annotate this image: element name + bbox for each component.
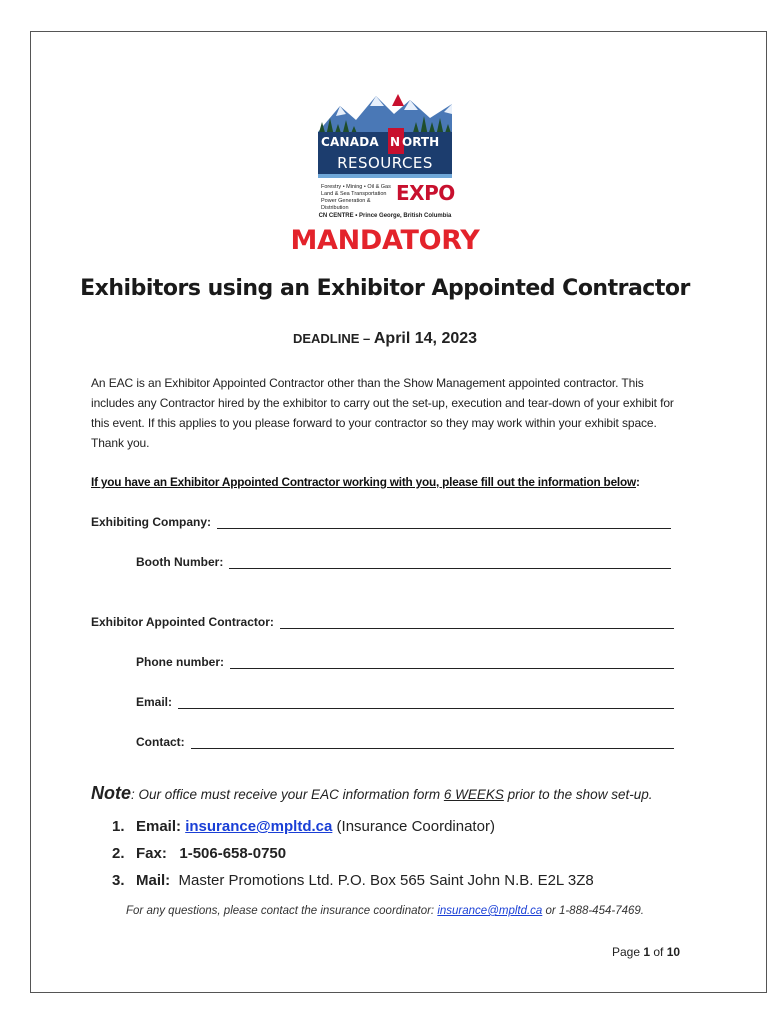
eac-line[interactable]	[280, 616, 674, 629]
page-current: 1	[643, 945, 651, 959]
intro-paragraph: An EAC is an Exhibitor Appointed Contractor other than the Show Management appointed contractor. This includes any Contractor hired by the exhibitor to carry out the set-up, execution and tear-down of your exhibit for this event. If this applies to you please forward to your contractor so they may work within your exhibit space. Thank you.	[91, 376, 674, 450]
phone-field[interactable]	[136, 655, 674, 669]
list-number: 2.	[112, 845, 125, 862]
list-number: 1.	[112, 818, 125, 835]
questions-text-2: or 1-888-454-7469.	[542, 905, 644, 917]
list-item-mail	[112, 872, 594, 899]
email-label: Email:	[136, 695, 173, 709]
exhibiting-company-line[interactable]	[217, 516, 671, 529]
deadline-line	[0, 330, 770, 348]
expo-logo	[318, 92, 455, 222]
contact-label: Contact:	[136, 735, 185, 749]
page-total: 10	[666, 945, 681, 959]
questions-line	[0, 905, 770, 917]
deadline-date: April 14, 2023	[373, 330, 478, 347]
deadline-label: DEADLINE –	[292, 331, 374, 346]
contact-line[interactable]	[191, 736, 674, 749]
mandatory-heading: MANDATORY	[290, 225, 480, 256]
page-number	[612, 945, 680, 959]
logo-name-resources: RESOURCES	[337, 154, 433, 172]
fax-method-label: Fax:	[136, 845, 167, 862]
logo-tagline-1: Forestry • Mining • Oil & Gas	[321, 184, 391, 190]
questions-text-1: For any questions, please contact the insurance coordinator:	[126, 905, 438, 917]
booth-number-line[interactable]	[229, 556, 671, 569]
logo-expo: EXPO	[396, 181, 455, 205]
contact-methods-list	[112, 818, 594, 899]
page-title: Exhibitors using an Exhibitor Appointed Contractor	[80, 276, 690, 301]
page-word: Page	[612, 945, 644, 959]
email-field[interactable]	[136, 695, 674, 709]
list-item-email	[112, 818, 594, 845]
note-label: Note	[91, 783, 131, 803]
phone-label: Phone number:	[136, 655, 225, 669]
logo-name-orth: ORTH	[402, 135, 440, 149]
exhibiting-company-field[interactable]	[91, 515, 671, 529]
insurance-email-link[interactable]: insurance@mpltd.ca	[185, 818, 333, 835]
form-instruction	[91, 475, 640, 489]
email-role: (Insurance Coordinator)	[332, 818, 495, 835]
email-line[interactable]	[178, 696, 674, 709]
contact-field[interactable]	[136, 735, 674, 749]
note-text-2: prior to the show set-up.	[503, 787, 653, 802]
mail-address: Master Promotions Ltd. P.O. Box 565 Saint John N.B. E2L 3Z8	[178, 872, 594, 889]
exhibiting-company-label: Exhibiting Company:	[91, 515, 211, 529]
note-line	[91, 783, 652, 804]
eac-label: Exhibitor Appointed Contractor:	[91, 615, 274, 629]
eac-field[interactable]	[91, 615, 674, 629]
form-instruction-colon: :	[636, 475, 640, 489]
list-item-fax	[112, 845, 594, 872]
logo-tagline-2: Land & Sea Transportation	[321, 191, 387, 197]
logo-tagline	[321, 184, 396, 212]
fax-number: 1-506-658-0750	[179, 845, 287, 862]
logo-tagline-3: Power Generation & Distribution	[321, 198, 371, 211]
list-number: 3.	[112, 872, 125, 889]
mail-method-label: Mail:	[136, 872, 171, 889]
booth-number-label: Booth Number:	[136, 555, 224, 569]
of-word: of	[650, 945, 667, 959]
questions-email-link[interactable]: insurance@mpltd.ca	[437, 905, 543, 917]
logo-name-n: N	[390, 135, 401, 149]
note-text-1: : Our office must receive your EAC information form	[131, 787, 444, 802]
logo-name-canada: CANADA	[321, 135, 379, 149]
phone-line[interactable]	[230, 656, 674, 669]
logo-venue: CN CENTRE • Prince George, British Columbia	[318, 213, 452, 219]
note-deadline: 6 WEEKS	[443, 787, 504, 802]
email-method-label: Email:	[136, 818, 182, 835]
booth-number-field[interactable]	[136, 555, 671, 569]
form-instruction-text: If you have an Exhibitor Appointed Contractor working with you, please fill out the information below	[91, 475, 636, 489]
